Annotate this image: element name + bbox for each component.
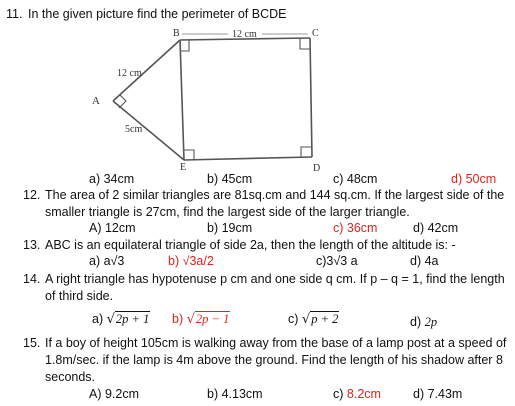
len-AB: 12 cm (117, 68, 142, 79)
q11-text: In the given picture find the perimeter of BCDE (28, 7, 287, 21)
q11-option-a: a) 34cm (89, 172, 135, 186)
q13-number: 13. (23, 238, 41, 252)
q14-line1: A right triangle has hypotenuse p cm and one side q cm. If p – q = 1, find the length (45, 272, 505, 286)
q15-option-b: b) 4.13cm (207, 387, 263, 401)
q14-option-c-expr: p + 2 (311, 312, 339, 326)
q14-number: 14. (23, 272, 41, 286)
q15-line2: 1.8m/sec. if the lamp is 4m above the ground. Find the length of his shadow after 8 (45, 353, 503, 367)
len-AE: 5cm (125, 124, 143, 135)
q15-line1: If a boy of height 105cm is walking away from the base of a lamp post at a speed of (45, 336, 507, 350)
q14-option-c: c) √p + 2 (288, 312, 339, 327)
q11-number: 11. (6, 7, 23, 21)
q12-option-b: b) 19cm (207, 221, 253, 235)
len-BC: 12 cm (232, 29, 257, 40)
q14-line2: of third side. (45, 289, 114, 303)
q14-option-b: b) √2p − 1 (172, 312, 230, 327)
q14-option-a: a) √2p + 1 (92, 312, 150, 327)
q14-option-a-expr: 2p + 1 (115, 312, 150, 326)
label-A: A (92, 95, 100, 107)
q14-option-b-expr: 2p − 1 (195, 312, 230, 326)
q14-option-d-expr: 2p (424, 315, 438, 329)
q13-option-c: c)3√3 a (316, 254, 358, 268)
q15-option-c: 8.2cm (346, 387, 381, 401)
q11-option-d: d) 50cm (451, 172, 497, 186)
label-E: E (180, 162, 187, 173)
q12-line2: smaller triangle is 27cm, find the largest side of the larger triangle. (45, 205, 410, 219)
q12-line1: The area of 2 similar triangles are 81sq.cm and 144 sq.cm. If the largest side of the (45, 188, 505, 202)
label-D: D (313, 163, 321, 174)
q15-option-c-label: c) 8.2cm (333, 387, 381, 401)
q15-option-d: d) 7.43m (413, 387, 463, 401)
q15-option-a: A) 9.2cm (89, 387, 140, 401)
q12-number: 12. (23, 188, 41, 202)
label-B: B (173, 28, 180, 39)
q13-option-b: b) √3a/2 (168, 254, 214, 268)
q12-option-c: c) 36cm (333, 221, 378, 235)
q12-option-d: d) 42cm (413, 221, 459, 235)
q11-option-b: b) 45cm (207, 172, 253, 186)
q11-option-c: c) 48cm (333, 172, 378, 186)
q13-option-d: d) 4a (410, 254, 439, 268)
q15-number: 15. (23, 336, 41, 350)
label-C: C (312, 28, 319, 39)
q15-line3: seconds. (45, 370, 96, 384)
q12-option-a: A) 12cm (89, 221, 136, 235)
q13-text: ABC is an equilateral triangle of side 2a, then the length of the altitude is: - (45, 238, 456, 252)
q14-option-d: d) 2p (410, 315, 438, 329)
q13-option-a: a) a√3 (89, 254, 125, 268)
